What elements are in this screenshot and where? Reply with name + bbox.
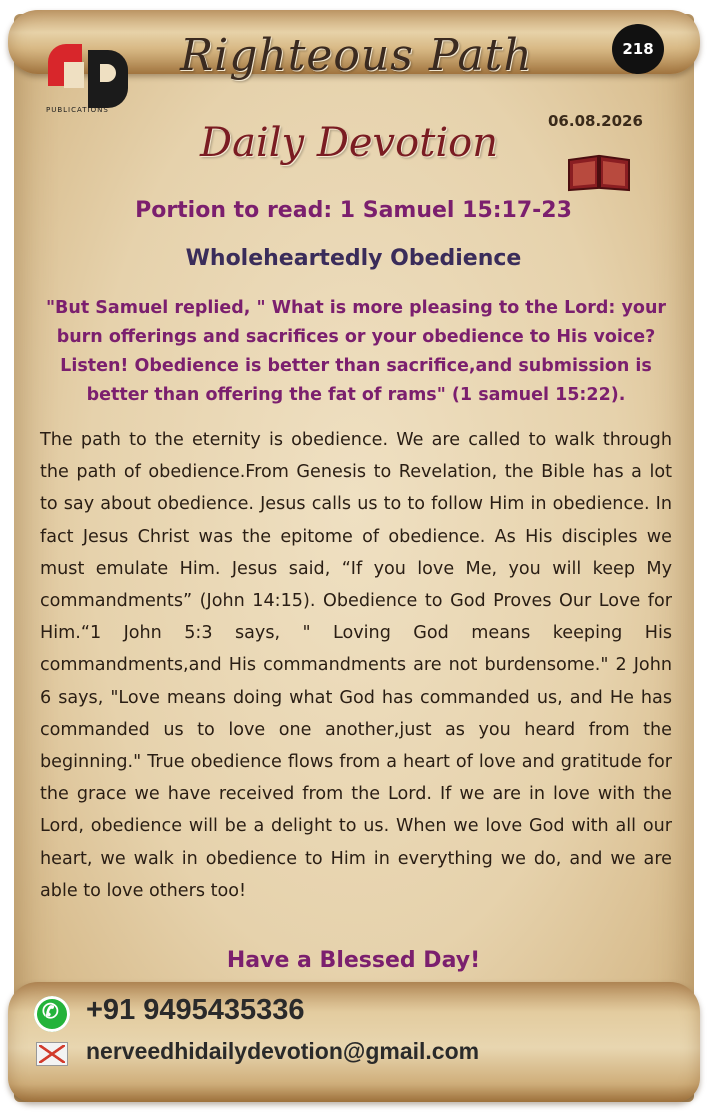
brand-title: Righteous Path	[180, 30, 533, 81]
date-label: 06.08.2026	[548, 112, 643, 130]
devotion-body: The path to the eternity is obedience. We are called to walk through the path of obedience.From Genesis to Revelation, the Bible has a lot to say about obedience. Jesus calls us to to follow Him in obedience. In fact Jesus Christ was the epitome of obedience. As His disciples we must emulate Him. Jesus said, “If you love Me, you will keep My commandments” (John 14:15). Obedience to God Proves Our Love for Him.“1 John 5:3 says, " Loving God means keeping His commandments,and His commandments are not burdensome." 2 John 6 says, "Love means doing what God has commanded us, and He has commanded us to love one another,just as you heard from the beginning." True obedience flows from a heart of love and gratitude for the grace we have received from the Lord. If we are in love with the Lord, obedience will be a delight to us. When we love God with all our heart, we walk in obedience to Him in everything we do, and we are able to love others too!	[40, 430, 672, 901]
logo-text: PUBLICATIONS	[46, 106, 109, 114]
portion-to-read: Portion to read: 1 Samuel 15:17-23	[135, 198, 572, 223]
open-book-icon	[565, 152, 633, 192]
gmail-icon	[36, 1042, 68, 1066]
key-verse: "But Samuel replied, " What is more pleasing to the Lord: your burn offerings and sacrifices or your obedience to His voice? Listen! Obedience is better than sacrifice,and submission is better than offering the fat of rams" (1 samuel 15:22).	[45, 298, 667, 405]
closing-blessing: Have a Blessed Day!	[226, 948, 481, 973]
email-address[interactable]: nerveedhidailydevotion@gmail.com	[86, 1038, 480, 1064]
page-number-badge: 218	[612, 24, 664, 74]
rp-publications-logo	[44, 40, 134, 120]
daily-devotion-subtitle: Daily Devotion	[200, 120, 498, 166]
phone-number[interactable]: +91 9495435336	[86, 994, 305, 1026]
devotion-title: Wholeheartedly Obedience	[185, 246, 522, 271]
whatsapp-icon	[34, 996, 70, 1032]
